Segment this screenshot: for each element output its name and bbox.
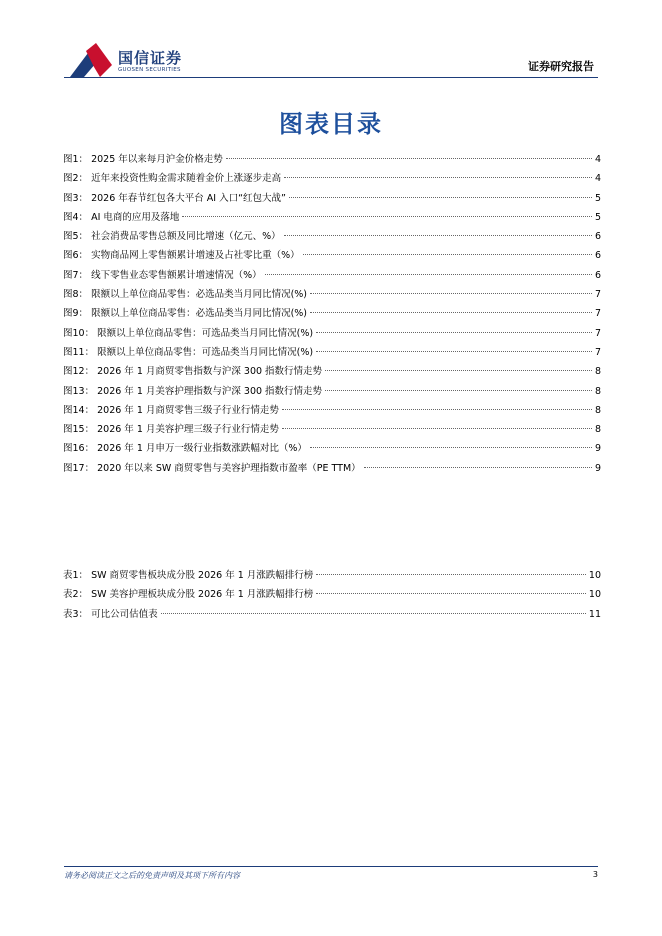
toc-table-entry[interactable] <box>63 606 601 625</box>
dot-leader <box>316 574 586 575</box>
toc-figure-entry[interactable] <box>63 440 601 459</box>
company-logo <box>66 43 206 79</box>
toc-figure-entry-label: 图16： 2026 年 1 月申万一级行业指数涨跌幅对比（%） <box>63 443 307 455</box>
toc-figure-entry[interactable] <box>63 402 601 421</box>
toc-figure-entry-page-number: 7 <box>594 308 601 320</box>
toc-table-entry-page-number: 10 <box>588 570 601 581</box>
toc-figure-entry-label: 图13： 2026 年 1 月美容护理指数与沪深 300 指数行情走势 <box>63 385 323 397</box>
page-title: 图表目录 <box>279 110 383 138</box>
toc-figure-entry-label: 图2： 近年来投资性购金需求随着金价上涨逐步走高 <box>63 173 282 185</box>
table-list <box>63 567 601 625</box>
toc-figure-entry-label: 图12： 2026 年 1 月商贸零售指数与沪深 300 指数行情走势 <box>63 366 323 378</box>
toc-figure-entry-page-number: 8 <box>594 404 601 416</box>
toc-figure-entry-page-number: 9 <box>594 462 601 474</box>
toc-figure-entry-page-number: 5 <box>594 211 601 223</box>
dot-leader <box>284 177 592 178</box>
dot-leader <box>282 409 592 410</box>
figure-list <box>63 151 601 479</box>
toc-table-entry-page-number: 11 <box>588 608 601 620</box>
toc-figure-entry[interactable] <box>63 325 601 344</box>
toc-figure-entry-label: 图5： 社会消费品零售总额及同比增速（亿元、%） <box>63 231 281 243</box>
dot-leader <box>182 216 592 217</box>
toc-table-entry-label: 表2： SW 美容护理板块成分股 2026 年 1 月涨跌幅排行榜 <box>63 589 314 601</box>
toc-figure-entry-page-number: 4 <box>594 154 601 165</box>
toc-table-entry[interactable] <box>63 586 601 605</box>
toc-figure-entry[interactable] <box>63 209 601 228</box>
toc-figure-entry-page-number: 4 <box>594 173 601 185</box>
dot-leader <box>282 428 592 429</box>
toc-figure-entry[interactable] <box>63 247 601 266</box>
guosen-logo-icon <box>66 43 114 79</box>
toc-figure-entry-label: 图17： 2020 年以来 SW 商贸零售与美容护理指数市盈率（PE TTM） <box>63 462 361 474</box>
toc-figure-entry-page-number: 5 <box>594 192 601 204</box>
toc-figure-entry[interactable] <box>63 460 601 479</box>
dot-leader <box>310 447 592 448</box>
dot-leader <box>289 197 592 198</box>
header-divider <box>64 77 598 78</box>
toc-table-entry-label: 表3： 可比公司估值表 <box>63 608 158 620</box>
toc-figure-entry[interactable] <box>63 228 601 247</box>
toc-figure-entry-page-number: 9 <box>594 443 601 455</box>
toc-figure-entry[interactable] <box>63 286 601 305</box>
dot-leader <box>161 613 586 614</box>
toc-figure-entry-label: 图14： 2026 年 1 月商贸零售三级子行业行情走势 <box>63 404 279 416</box>
toc-figure-entry[interactable] <box>63 383 601 402</box>
toc-figure-entry-page-number: 7 <box>594 346 601 358</box>
dot-leader <box>325 390 592 391</box>
toc-figure-entry-page-number: 6 <box>594 269 601 281</box>
dot-leader <box>265 274 592 275</box>
toc-figure-entry-label: 图4： AI 电商的应用及落地 <box>63 211 180 223</box>
toc-table-entry-page-number: 10 <box>588 589 601 601</box>
toc-figure-entry-label: 图1： 2025 年以来每月沪金价格走势 <box>63 154 223 165</box>
toc-figure-entry[interactable] <box>63 421 601 440</box>
toc-figure-entry-label: 图11： 限额以上单位商品零售：可选品类当月同比情况(%) <box>63 346 314 358</box>
dot-leader <box>310 293 592 294</box>
dot-leader <box>226 158 592 159</box>
toc-figure-entry[interactable] <box>63 267 601 286</box>
toc-figure-entry-page-number: 7 <box>594 327 601 339</box>
toc-table-entry-label: 表1： SW 商贸零售板块成分股 2026 年 1 月涨跌幅排行榜 <box>63 570 314 581</box>
toc-figure-entry-page-number: 8 <box>594 424 601 436</box>
toc-figure-entry[interactable] <box>63 305 601 324</box>
page-number: 3 <box>592 870 598 879</box>
toc-figure-entry[interactable] <box>63 151 601 170</box>
toc-figure-entry-page-number: 6 <box>594 231 601 243</box>
toc-figure-entry[interactable] <box>63 170 601 189</box>
report-type-label: 证券研究报告 <box>528 60 594 73</box>
toc-figure-entry[interactable] <box>63 190 601 209</box>
dot-leader <box>284 235 592 236</box>
toc-figure-entry-label: 图6： 实物商品网上零售额累计增速及占社零比重（%） <box>63 250 300 262</box>
toc-figure-entry-label: 图8： 限额以上单位商品零售：必选品类当月同比情况(%) <box>63 289 308 301</box>
toc-figure-entry-label: 图3： 2026 年春节红包各大平台 AI 入口“红包大战” <box>63 192 286 204</box>
toc-figure-entry-label: 图9： 限额以上单位商品零售：必选品类当月同比情况(%) <box>63 308 308 320</box>
footer-divider <box>64 866 598 867</box>
toc-figure-entry-label: 图10： 限额以上单位商品零售：可选品类当月同比情况(%) <box>63 327 314 339</box>
logo-name-cn: 国信证券 <box>118 49 183 67</box>
dot-leader <box>310 312 592 313</box>
toc-figure-entry[interactable] <box>63 344 601 363</box>
dot-leader <box>325 370 592 371</box>
logo-name-en: GUOSEN SECURITIES <box>118 67 181 73</box>
toc-figure-entry-label: 图7： 线下零售业态零售额累计增速情况（%） <box>63 269 262 281</box>
toc-figure-entry-page-number: 6 <box>594 250 601 262</box>
dot-leader <box>364 467 592 468</box>
toc-figure-entry-page-number: 7 <box>594 289 601 301</box>
dot-leader <box>316 593 586 594</box>
toc-figure-entry[interactable] <box>63 363 601 382</box>
footer-disclaimer: 请务必阅读正文之后的免责声明及其项下所有内容 <box>64 871 240 880</box>
dot-leader <box>303 254 592 255</box>
toc-table-entry[interactable] <box>63 567 601 586</box>
dot-leader <box>316 332 592 333</box>
toc-figure-entry-page-number: 8 <box>594 385 601 397</box>
dot-leader <box>316 351 592 352</box>
toc-figure-entry-page-number: 8 <box>594 366 601 378</box>
toc-figure-entry-label: 图15： 2026 年 1 月美容护理三级子行业行情走势 <box>63 424 279 436</box>
